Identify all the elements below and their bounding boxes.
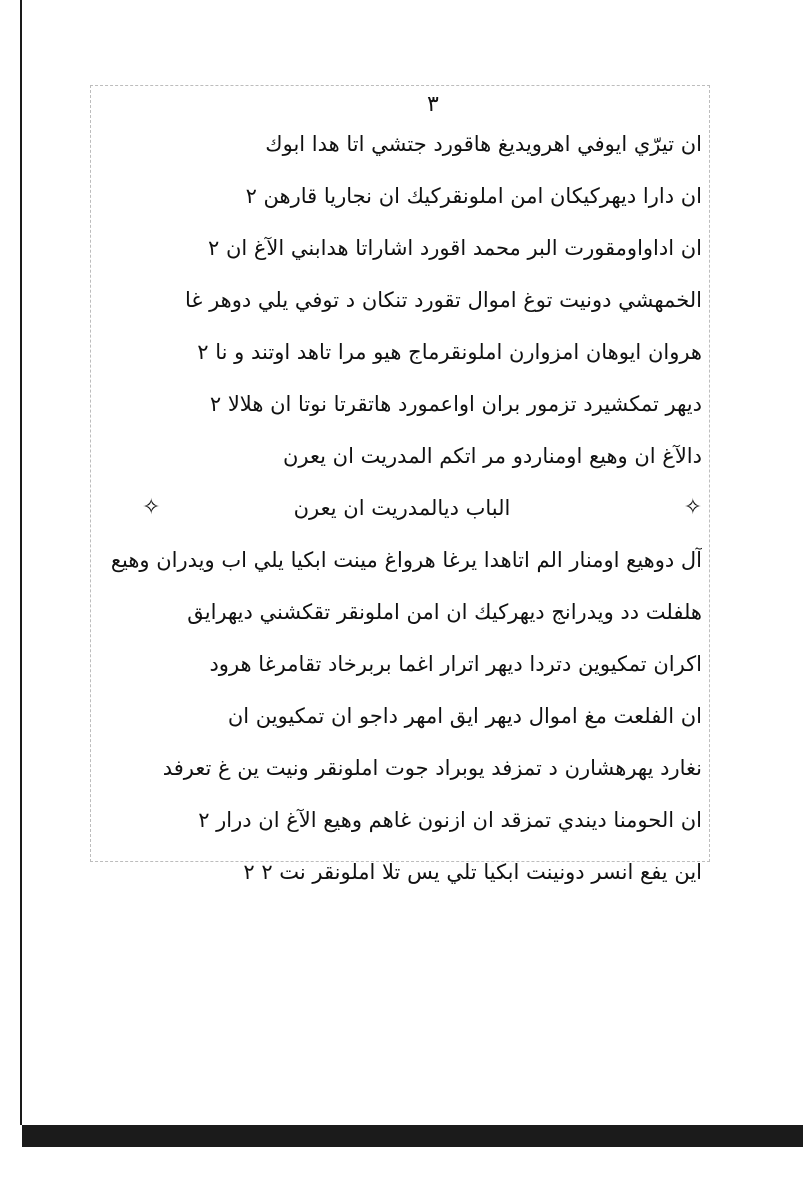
text-line: هلفلت دد ويدرانج ديهركيك ان امن املونقر تقكشني ديهرايق [187, 600, 702, 624]
ornament-icon: ✧ [683, 495, 702, 520]
text-line: ان اداواومقورت البر محمد اقورد اشاراتا هدابني الآغ ان ٢ [208, 236, 702, 260]
manuscript-page [22, 0, 803, 1125]
text-line: هروان ايوهان امزوارن املونقرماج هيو مرا تاهد اوتند و نا ٢ [197, 340, 702, 364]
scan-left-border [0, 0, 22, 1125]
text-line: ان تيرّي ايوفي اهرويديغ هاقورد جتشي اتا هدا ابوك [265, 132, 702, 156]
text-line: اكران تمكيوين دتردا ديهر اترار اغما بربرخاد تقامرغا هرود [209, 652, 702, 676]
scan-bottom-margin [0, 1147, 803, 1200]
text-line: آل دوهيع اومنار الم اتاهدا يرغا هرواغ مينت ابكيا يلي اب ويدران وهيع [110, 548, 702, 572]
ornament-icon: ✧ [142, 495, 161, 520]
chapter-heading [102, 482, 702, 534]
text-line: نغارد يهرهشارن د تمزفد يوبراد جوت املونقر ونيت ين غ تعرفد [162, 756, 702, 780]
text-line: ديهر تمكشيرد تزمور بران اواعمورد هاتقرتا نوتا ان هلالا ٢ [209, 392, 702, 416]
text-line: الخمهشي دونيت توغ اموال تقورد تنكان د توفي يلي دوهر غا [185, 288, 702, 312]
text-line: دالآغ ان وهيع اومناردو مر اتكم المدريت ان يعرن [282, 444, 702, 468]
scan-bottom-bar [22, 1125, 803, 1147]
text-line: ان الفلعت مغ اموال ديهر ايق امهر داجو ان تمكيوين ان [227, 704, 702, 728]
chapter-heading-text: الباب ديالمدريت ان يعرن [293, 496, 511, 520]
manuscript-text [102, 118, 702, 898]
folio-number: ٣ [427, 92, 439, 117]
text-line: اين يفع انسر دونينت ابكيا تلي يس تلا املونقر نت ٢ ٢ [243, 860, 702, 884]
text-line: ان الحومنا ديندي تمزقد ان ازنون غاهم وهيع الآغ ان درار ٢ [198, 808, 702, 832]
text-line: ان دارا ديهركيكان امن املونقركيك ان نجاريا قارهن ٢ [245, 184, 702, 208]
